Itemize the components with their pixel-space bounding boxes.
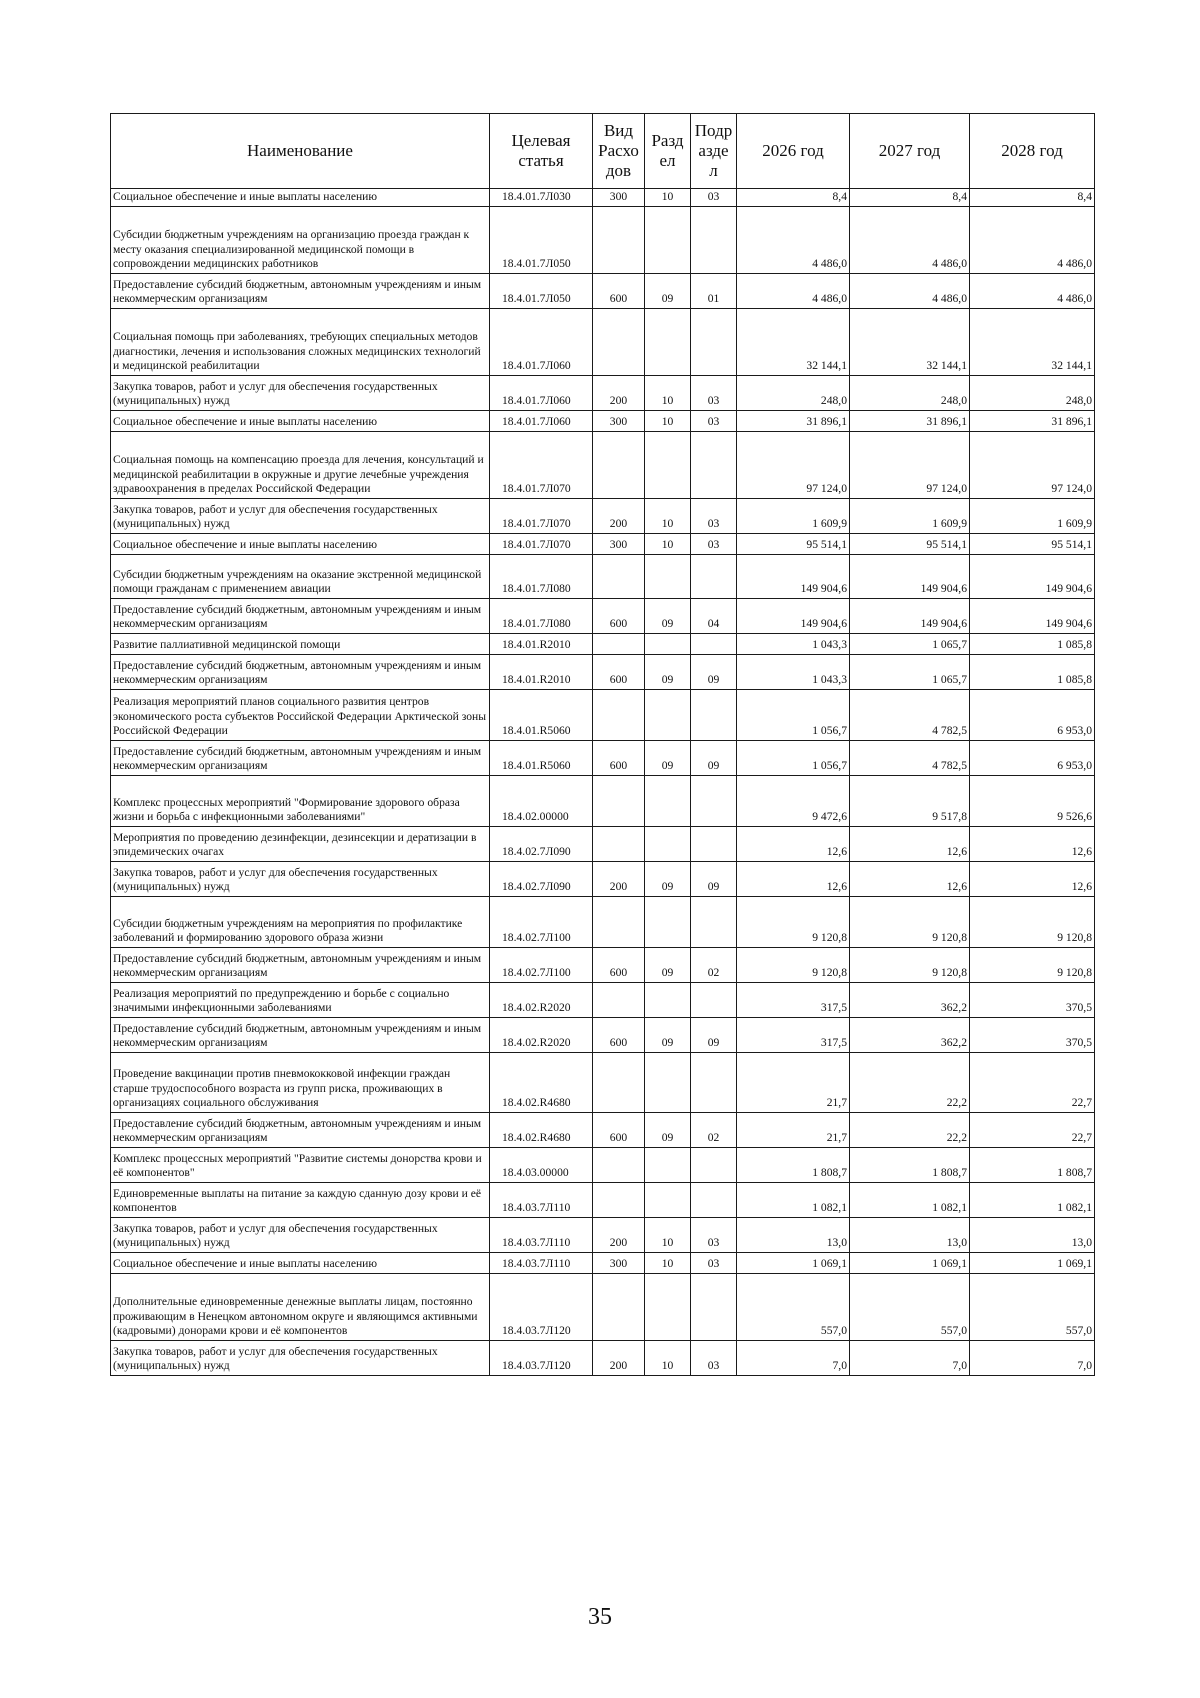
row-amount-2026: 12,6 bbox=[737, 862, 850, 897]
row-section bbox=[645, 897, 691, 948]
row-target-article: 18.4.01.7Л050 bbox=[490, 274, 593, 309]
row-amount-2026: 4 486,0 bbox=[737, 274, 850, 309]
row-amount-2026: 4 486,0 bbox=[737, 207, 850, 274]
row-section bbox=[645, 1183, 691, 1218]
row-target-article: 18.4.02.00000 bbox=[490, 776, 593, 827]
row-amount-2026: 1 043,3 bbox=[737, 634, 850, 655]
row-subsection bbox=[691, 1148, 737, 1183]
row-target-article: 18.4.02.7Л100 bbox=[490, 897, 593, 948]
header-name: Наименование bbox=[111, 114, 490, 189]
row-amount-2028: 4 486,0 bbox=[970, 207, 1095, 274]
row-target-article: 18.4.01.R5060 bbox=[490, 690, 593, 741]
table-row bbox=[111, 189, 1095, 207]
row-expense-type bbox=[593, 1148, 645, 1183]
row-amount-2027: 362,2 bbox=[850, 1018, 970, 1053]
row-expense-type bbox=[593, 897, 645, 948]
row-section bbox=[645, 983, 691, 1018]
row-name: Социальная помощь на компенсацию проезда для лечения, консультаций и медицинской реабилитации в окружные и другие лечебные учреждения здравоохранения в пределах Российской Федерации bbox=[111, 432, 490, 499]
table-row bbox=[111, 655, 1095, 690]
row-amount-2028: 6 953,0 bbox=[970, 690, 1095, 741]
row-section bbox=[645, 309, 691, 376]
row-amount-2027: 9 120,8 bbox=[850, 897, 970, 948]
row-section: 09 bbox=[645, 274, 691, 309]
row-section: 10 bbox=[645, 1218, 691, 1253]
row-target-article: 18.4.03.7Л110 bbox=[490, 1218, 593, 1253]
table-row bbox=[111, 499, 1095, 534]
row-name: Социальная помощь при заболеваниях, требующих специальных методов диагностики, лечения и использования сложных медицинских технологий и медицинской реабилитации bbox=[111, 309, 490, 376]
row-amount-2028: 1 069,1 bbox=[970, 1253, 1095, 1274]
row-amount-2027: 1 065,7 bbox=[850, 655, 970, 690]
row-amount-2028: 6 953,0 bbox=[970, 741, 1095, 776]
row-amount-2028: 9 526,6 bbox=[970, 776, 1095, 827]
row-expense-type: 600 bbox=[593, 741, 645, 776]
row-subsection: 03 bbox=[691, 534, 737, 555]
row-section bbox=[645, 1053, 691, 1113]
row-amount-2026: 21,7 bbox=[737, 1053, 850, 1113]
row-name: Развитие паллиативной медицинской помощи bbox=[111, 634, 490, 655]
row-amount-2027: 149 904,6 bbox=[850, 599, 970, 634]
row-expense-type: 300 bbox=[593, 534, 645, 555]
row-section bbox=[645, 776, 691, 827]
row-amount-2026: 149 904,6 bbox=[737, 599, 850, 634]
row-section: 10 bbox=[645, 189, 691, 207]
table-row bbox=[111, 1148, 1095, 1183]
row-amount-2026: 95 514,1 bbox=[737, 534, 850, 555]
table-row bbox=[111, 897, 1095, 948]
row-section: 09 bbox=[645, 862, 691, 897]
row-name: Закупка товаров, работ и услуг для обеспечения государственных (муниципальных) нужд bbox=[111, 1341, 490, 1376]
row-amount-2028: 4 486,0 bbox=[970, 274, 1095, 309]
row-target-article: 18.4.01.R2010 bbox=[490, 634, 593, 655]
row-amount-2027: 1 069,1 bbox=[850, 1253, 970, 1274]
row-expense-type bbox=[593, 1274, 645, 1341]
row-section bbox=[645, 555, 691, 599]
row-subsection: 03 bbox=[691, 189, 737, 207]
row-amount-2026: 21,7 bbox=[737, 1113, 850, 1148]
row-amount-2028: 248,0 bbox=[970, 376, 1095, 411]
row-amount-2026: 1 069,1 bbox=[737, 1253, 850, 1274]
row-section: 10 bbox=[645, 376, 691, 411]
row-amount-2028: 32 144,1 bbox=[970, 309, 1095, 376]
row-subsection: 03 bbox=[691, 1218, 737, 1253]
row-expense-type bbox=[593, 776, 645, 827]
table-row bbox=[111, 1183, 1095, 1218]
row-amount-2026: 1 043,3 bbox=[737, 655, 850, 690]
row-subsection bbox=[691, 634, 737, 655]
row-amount-2028: 1 808,7 bbox=[970, 1148, 1095, 1183]
row-amount-2027: 4 486,0 bbox=[850, 274, 970, 309]
table-row bbox=[111, 776, 1095, 827]
row-amount-2028: 9 120,8 bbox=[970, 897, 1095, 948]
row-amount-2026: 13,0 bbox=[737, 1218, 850, 1253]
row-subsection: 03 bbox=[691, 376, 737, 411]
row-name: Социальное обеспечение и иные выплаты населению bbox=[111, 189, 490, 207]
row-amount-2027: 1 065,7 bbox=[850, 634, 970, 655]
row-amount-2028: 22,7 bbox=[970, 1113, 1095, 1148]
row-expense-type bbox=[593, 690, 645, 741]
row-subsection: 09 bbox=[691, 1018, 737, 1053]
row-name: Реализация мероприятий по предупреждению и борьбе с социально значимыми инфекционными заболеваниями bbox=[111, 983, 490, 1018]
table-row bbox=[111, 274, 1095, 309]
table-row bbox=[111, 948, 1095, 983]
table-row bbox=[111, 534, 1095, 555]
row-amount-2027: 8,4 bbox=[850, 189, 970, 207]
row-amount-2026: 9 120,8 bbox=[737, 948, 850, 983]
row-target-article: 18.4.01.7Л070 bbox=[490, 534, 593, 555]
row-name: Проведение вакцинации против пневмококковой инфекции граждан старше трудоспособного возраста из групп риска, проживающих в организациях социального обслуживания bbox=[111, 1053, 490, 1113]
row-amount-2027: 22,2 bbox=[850, 1053, 970, 1113]
row-amount-2026: 1 056,7 bbox=[737, 741, 850, 776]
row-name: Закупка товаров, работ и услуг для обеспечения государственных (муниципальных) нужд bbox=[111, 1218, 490, 1253]
table-body bbox=[111, 189, 1095, 1376]
row-amount-2026: 9 120,8 bbox=[737, 897, 850, 948]
row-amount-2026: 317,5 bbox=[737, 1018, 850, 1053]
row-subsection: 01 bbox=[691, 274, 737, 309]
row-amount-2026: 32 144,1 bbox=[737, 309, 850, 376]
row-expense-type: 200 bbox=[593, 376, 645, 411]
row-amount-2026: 8,4 bbox=[737, 189, 850, 207]
row-expense-type: 600 bbox=[593, 1113, 645, 1148]
row-name: Предоставление субсидий бюджетным, автономным учреждениям и иным некоммерческим организациям bbox=[111, 1018, 490, 1053]
row-amount-2027: 1 082,1 bbox=[850, 1183, 970, 1218]
table-row bbox=[111, 634, 1095, 655]
row-section: 10 bbox=[645, 411, 691, 432]
row-amount-2028: 13,0 bbox=[970, 1218, 1095, 1253]
row-amount-2028: 370,5 bbox=[970, 983, 1095, 1018]
row-expense-type bbox=[593, 634, 645, 655]
table-row bbox=[111, 309, 1095, 376]
row-section bbox=[645, 207, 691, 274]
row-expense-type: 600 bbox=[593, 655, 645, 690]
table-row bbox=[111, 555, 1095, 599]
row-section bbox=[645, 634, 691, 655]
row-section bbox=[645, 432, 691, 499]
row-subsection: 03 bbox=[691, 499, 737, 534]
row-expense-type bbox=[593, 555, 645, 599]
row-expense-type bbox=[593, 983, 645, 1018]
header-subsection: Подр азде л bbox=[691, 114, 737, 189]
row-target-article: 18.4.03.00000 bbox=[490, 1148, 593, 1183]
row-subsection bbox=[691, 983, 737, 1018]
row-subsection: 09 bbox=[691, 655, 737, 690]
table-row bbox=[111, 207, 1095, 274]
row-amount-2026: 97 124,0 bbox=[737, 432, 850, 499]
row-section: 09 bbox=[645, 655, 691, 690]
table-row bbox=[111, 432, 1095, 499]
header-year-2027: 2027 год bbox=[850, 114, 970, 189]
row-amount-2028: 370,5 bbox=[970, 1018, 1095, 1053]
row-target-article: 18.4.01.7Л060 bbox=[490, 376, 593, 411]
row-amount-2027: 9 120,8 bbox=[850, 948, 970, 983]
row-name: Закупка товаров, работ и услуг для обеспечения государственных (муниципальных) нужд bbox=[111, 376, 490, 411]
row-amount-2028: 9 120,8 bbox=[970, 948, 1095, 983]
row-name: Предоставление субсидий бюджетным, автономным учреждениям и иным некоммерческим организациям bbox=[111, 599, 490, 634]
row-subsection: 09 bbox=[691, 862, 737, 897]
row-amount-2026: 31 896,1 bbox=[737, 411, 850, 432]
row-section: 09 bbox=[645, 599, 691, 634]
row-amount-2027: 31 896,1 bbox=[850, 411, 970, 432]
row-amount-2026: 248,0 bbox=[737, 376, 850, 411]
row-target-article: 18.4.01.R2010 bbox=[490, 655, 593, 690]
row-name: Предоставление субсидий бюджетным, автономным учреждениям и иным некоммерческим организациям bbox=[111, 741, 490, 776]
row-section: 09 bbox=[645, 1018, 691, 1053]
row-amount-2028: 1 085,8 bbox=[970, 634, 1095, 655]
row-amount-2028: 12,6 bbox=[970, 827, 1095, 862]
row-amount-2028: 1 085,8 bbox=[970, 655, 1095, 690]
row-name: Закупка товаров, работ и услуг для обеспечения государственных (муниципальных) нужд bbox=[111, 862, 490, 897]
table-row bbox=[111, 599, 1095, 634]
row-section: 10 bbox=[645, 1341, 691, 1376]
row-amount-2026: 1 056,7 bbox=[737, 690, 850, 741]
row-expense-type: 600 bbox=[593, 1018, 645, 1053]
row-section bbox=[645, 1148, 691, 1183]
row-amount-2028: 31 896,1 bbox=[970, 411, 1095, 432]
table-row bbox=[111, 983, 1095, 1018]
row-amount-2027: 1 609,9 bbox=[850, 499, 970, 534]
row-target-article: 18.4.01.7Л070 bbox=[490, 499, 593, 534]
row-amount-2026: 12,6 bbox=[737, 827, 850, 862]
row-subsection: 04 bbox=[691, 599, 737, 634]
row-target-article: 18.4.03.7Л120 bbox=[490, 1274, 593, 1341]
row-amount-2027: 149 904,6 bbox=[850, 555, 970, 599]
row-target-article: 18.4.01.7Л050 bbox=[490, 207, 593, 274]
row-amount-2028: 7,0 bbox=[970, 1341, 1095, 1376]
row-amount-2028: 149 904,6 bbox=[970, 599, 1095, 634]
row-target-article: 18.4.01.7Л060 bbox=[490, 411, 593, 432]
row-section: 09 bbox=[645, 948, 691, 983]
row-subsection bbox=[691, 1274, 737, 1341]
row-name: Предоставление субсидий бюджетным, автономным учреждениям и иным некоммерческим организациям bbox=[111, 948, 490, 983]
row-expense-type bbox=[593, 1053, 645, 1113]
row-name: Субсидии бюджетным учреждениям на мероприятия по профилактике заболеваний и формированию здорового образа жизни bbox=[111, 897, 490, 948]
row-section: 09 bbox=[645, 741, 691, 776]
row-amount-2026: 1 808,7 bbox=[737, 1148, 850, 1183]
row-section bbox=[645, 1274, 691, 1341]
row-target-article: 18.4.01.7Л080 bbox=[490, 599, 593, 634]
row-target-article: 18.4.01.7Л070 bbox=[490, 432, 593, 499]
row-name: Предоставление субсидий бюджетным, автономным учреждениям и иным некоммерческим организациям bbox=[111, 1113, 490, 1148]
row-target-article: 18.4.03.7Л110 bbox=[490, 1183, 593, 1218]
table-row bbox=[111, 741, 1095, 776]
row-expense-type: 200 bbox=[593, 1218, 645, 1253]
row-amount-2027: 4 782,5 bbox=[850, 690, 970, 741]
table-row bbox=[111, 1113, 1095, 1148]
row-amount-2028: 149 904,6 bbox=[970, 555, 1095, 599]
table-row bbox=[111, 1341, 1095, 1376]
row-section bbox=[645, 690, 691, 741]
row-amount-2027: 12,6 bbox=[850, 827, 970, 862]
row-amount-2027: 7,0 bbox=[850, 1341, 970, 1376]
row-name: Предоставление субсидий бюджетным, автономным учреждениям и иным некоммерческим организациям bbox=[111, 655, 490, 690]
row-name: Субсидии бюджетным учреждениям на оказание экстренной медицинской помощи гражданам с применением авиации bbox=[111, 555, 490, 599]
table-row bbox=[111, 376, 1095, 411]
row-name: Дополнительные единовременные денежные выплаты лицам, постоянно проживающим в Ненецком автономном округе и являющимся активными (кадровыми) донорами крови и её компонентов bbox=[111, 1274, 490, 1341]
row-amount-2027: 22,2 bbox=[850, 1113, 970, 1148]
row-name: Социальное обеспечение и иные выплаты населению bbox=[111, 1253, 490, 1274]
row-section: 09 bbox=[645, 1113, 691, 1148]
row-expense-type: 200 bbox=[593, 499, 645, 534]
row-expense-type bbox=[593, 432, 645, 499]
row-expense-type: 200 bbox=[593, 1341, 645, 1376]
row-amount-2027: 13,0 bbox=[850, 1218, 970, 1253]
row-amount-2026: 317,5 bbox=[737, 983, 850, 1018]
row-expense-type bbox=[593, 207, 645, 274]
row-target-article: 18.4.01.R5060 bbox=[490, 741, 593, 776]
row-amount-2026: 1 609,9 bbox=[737, 499, 850, 534]
row-target-article: 18.4.01.7Л030 bbox=[490, 189, 593, 207]
row-subsection bbox=[691, 1053, 737, 1113]
row-subsection bbox=[691, 555, 737, 599]
row-subsection: 02 bbox=[691, 948, 737, 983]
row-amount-2028: 557,0 bbox=[970, 1274, 1095, 1341]
row-amount-2027: 4 782,5 bbox=[850, 741, 970, 776]
table-row bbox=[111, 411, 1095, 432]
row-amount-2027: 248,0 bbox=[850, 376, 970, 411]
row-amount-2028: 22,7 bbox=[970, 1053, 1095, 1113]
row-target-article: 18.4.02.R4680 bbox=[490, 1113, 593, 1148]
row-section: 10 bbox=[645, 1253, 691, 1274]
table-row bbox=[111, 1253, 1095, 1274]
row-amount-2027: 1 808,7 bbox=[850, 1148, 970, 1183]
row-target-article: 18.4.02.R2020 bbox=[490, 983, 593, 1018]
row-target-article: 18.4.01.7Л060 bbox=[490, 309, 593, 376]
row-target-article: 18.4.02.7Л100 bbox=[490, 948, 593, 983]
row-name: Социальное обеспечение и иные выплаты населению bbox=[111, 411, 490, 432]
header-section: Разд ел bbox=[645, 114, 691, 189]
row-expense-type: 600 bbox=[593, 599, 645, 634]
row-target-article: 18.4.02.7Л090 bbox=[490, 862, 593, 897]
row-target-article: 18.4.02.7Л090 bbox=[490, 827, 593, 862]
row-target-article: 18.4.03.7Л110 bbox=[490, 1253, 593, 1274]
row-amount-2027: 362,2 bbox=[850, 983, 970, 1018]
row-amount-2028: 97 124,0 bbox=[970, 432, 1095, 499]
row-expense-type: 600 bbox=[593, 274, 645, 309]
row-expense-type: 200 bbox=[593, 862, 645, 897]
row-amount-2027: 12,6 bbox=[850, 862, 970, 897]
row-name: Предоставление субсидий бюджетным, автономным учреждениям и иным некоммерческим организациям bbox=[111, 274, 490, 309]
row-name: Мероприятия по проведению дезинфекции, дезинсекции и дератизации в эпидемических очагах bbox=[111, 827, 490, 862]
row-amount-2027: 32 144,1 bbox=[850, 309, 970, 376]
row-amount-2027: 97 124,0 bbox=[850, 432, 970, 499]
row-subsection bbox=[691, 827, 737, 862]
row-name: Субсидии бюджетным учреждениям на организацию проезда граждан к месту оказания специализированной медицинской помощи в сопровождении медицинских работников bbox=[111, 207, 490, 274]
header-expense-type: Вид Расхо дов bbox=[593, 114, 645, 189]
row-amount-2026: 7,0 bbox=[737, 1341, 850, 1376]
row-amount-2028: 8,4 bbox=[970, 189, 1095, 207]
row-amount-2028: 95 514,1 bbox=[970, 534, 1095, 555]
row-name: Единовременные выплаты на питание за каждую сданную дозу крови и её компонентов bbox=[111, 1183, 490, 1218]
row-expense-type: 300 bbox=[593, 189, 645, 207]
header-target-article: Целевая статья bbox=[490, 114, 593, 189]
row-subsection: 09 bbox=[691, 741, 737, 776]
row-amount-2027: 95 514,1 bbox=[850, 534, 970, 555]
row-target-article: 18.4.02.R4680 bbox=[490, 1053, 593, 1113]
row-amount-2026: 9 472,6 bbox=[737, 776, 850, 827]
row-amount-2028: 1 609,9 bbox=[970, 499, 1095, 534]
table-row bbox=[111, 1274, 1095, 1341]
header-year-2026: 2026 год bbox=[737, 114, 850, 189]
table-row bbox=[111, 862, 1095, 897]
row-target-article: 18.4.02.R2020 bbox=[490, 1018, 593, 1053]
row-subsection bbox=[691, 207, 737, 274]
row-subsection: 03 bbox=[691, 1341, 737, 1376]
row-name: Комплекс процессных мероприятий "Формирование здорового образа жизни и борьба с инфекционными заболеваниями" bbox=[111, 776, 490, 827]
table-row bbox=[111, 1053, 1095, 1113]
row-subsection: 03 bbox=[691, 411, 737, 432]
row-amount-2028: 12,6 bbox=[970, 862, 1095, 897]
page-number: 35 bbox=[588, 1604, 612, 1630]
row-target-article: 18.4.01.7Л080 bbox=[490, 555, 593, 599]
budget-table bbox=[110, 113, 1095, 1376]
table-header-row bbox=[111, 114, 1095, 189]
table-row bbox=[111, 1218, 1095, 1253]
row-amount-2028: 1 082,1 bbox=[970, 1183, 1095, 1218]
row-expense-type: 300 bbox=[593, 411, 645, 432]
row-name: Комплекс процессных мероприятий "Развитие системы донорства крови и её компонентов" bbox=[111, 1148, 490, 1183]
row-amount-2026: 557,0 bbox=[737, 1274, 850, 1341]
row-expense-type: 300 bbox=[593, 1253, 645, 1274]
header-year-2028: 2028 год bbox=[970, 114, 1095, 189]
row-subsection bbox=[691, 776, 737, 827]
row-name: Закупка товаров, работ и услуг для обеспечения государственных (муниципальных) нужд bbox=[111, 499, 490, 534]
row-subsection bbox=[691, 897, 737, 948]
row-subsection bbox=[691, 309, 737, 376]
row-expense-type bbox=[593, 309, 645, 376]
table-row bbox=[111, 827, 1095, 862]
row-amount-2027: 557,0 bbox=[850, 1274, 970, 1341]
row-target-article: 18.4.03.7Л120 bbox=[490, 1341, 593, 1376]
row-subsection: 03 bbox=[691, 1253, 737, 1274]
row-subsection: 02 bbox=[691, 1113, 737, 1148]
row-expense-type bbox=[593, 827, 645, 862]
row-expense-type: 600 bbox=[593, 948, 645, 983]
row-section bbox=[645, 827, 691, 862]
row-expense-type bbox=[593, 1183, 645, 1218]
row-amount-2026: 1 082,1 bbox=[737, 1183, 850, 1218]
table-row bbox=[111, 1018, 1095, 1053]
table-row bbox=[111, 690, 1095, 741]
row-name: Социальное обеспечение и иные выплаты населению bbox=[111, 534, 490, 555]
row-subsection bbox=[691, 432, 737, 499]
row-amount-2027: 9 517,8 bbox=[850, 776, 970, 827]
row-name: Реализация мероприятий планов социального развития центров экономического роста субъектов Российской Федерации Арктической зоны Российской Федерации bbox=[111, 690, 490, 741]
row-subsection bbox=[691, 690, 737, 741]
row-amount-2027: 4 486,0 bbox=[850, 207, 970, 274]
row-subsection bbox=[691, 1183, 737, 1218]
row-section: 10 bbox=[645, 534, 691, 555]
row-section: 10 bbox=[645, 499, 691, 534]
row-amount-2026: 149 904,6 bbox=[737, 555, 850, 599]
